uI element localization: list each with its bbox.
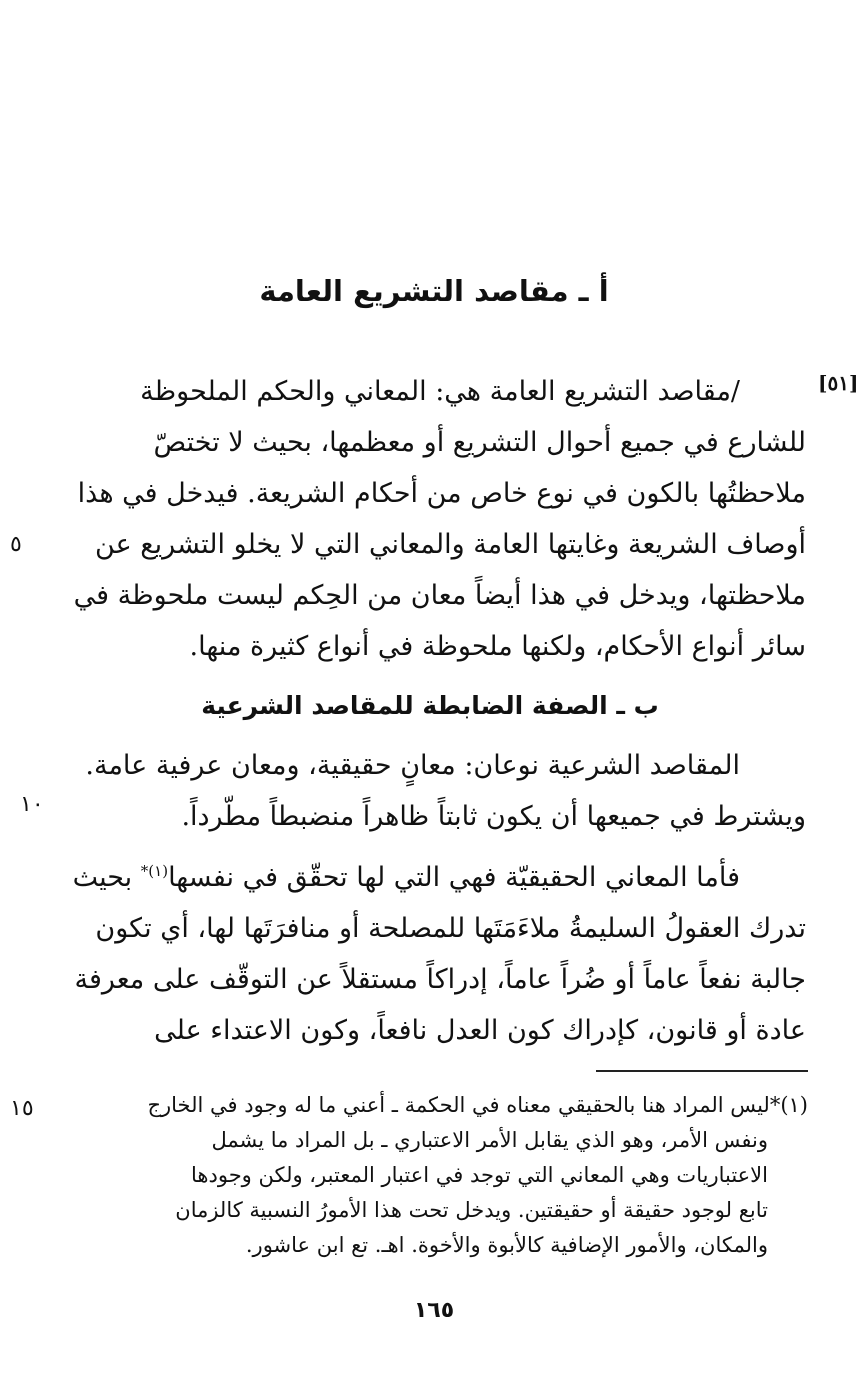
section-heading-a: أ ـ مقاصد التشريع العامة: [259, 274, 609, 308]
text-line: أوصاف الشريعة وغايتها العامة والمعاني التي لا يخلو التشريع عن: [95, 529, 806, 560]
footnote-line: ونفس الأمر، وهو الذي يقابل الأمر الاعتباري ـ بل المراد ما يشمل: [211, 1128, 768, 1152]
text-line: للشارع في جميع أحوال التشريع أو معظمها، بحيث لا تختصّ: [153, 427, 806, 458]
text-segment: بحيث: [72, 862, 141, 893]
paragraph-general-objectives: [58, 366, 806, 672]
footnote: [58, 1088, 808, 1263]
text-line: ويشترط في جميعها أن يكون ثابتاً ظاهراً منضبطاً مطّرداً.: [181, 801, 806, 832]
paragraph-objective-types: [58, 740, 806, 842]
text-line: تدرك العقولُ السليمةُ ملاءَمَتَها للمصلحة أو منافرَتَها لها، أي تكون: [95, 913, 806, 944]
page-number: ١٦٥: [413, 1298, 455, 1323]
text-line: جالبة نفعاً عاماً أو ضُراً عاماً، إدراكاً مستقلاً عن التوقّف على معرفة: [74, 964, 806, 995]
section-heading-b: ب ـ الصفة الضابطة للمقاصد الشرعية: [201, 691, 659, 720]
text-segment: فأما المعاني الحقيقيّة فهي التي لها تحقّق في نفسها: [168, 862, 740, 893]
footnote-separator: [596, 1070, 808, 1072]
line-number-15: ١٥: [10, 1096, 34, 1121]
line-number-5: ٥: [10, 532, 22, 557]
text-line: /مقاصد التشريع العامة هي: المعاني والحكم الملحوظة: [140, 376, 740, 407]
text-line: سائر أنواع الأحكام، ولكنها ملحوظة في أنواع كثيرة منها.: [189, 631, 806, 662]
paragraph-real-meanings: [58, 852, 806, 1056]
footnote-line: تابع لوجود حقيقة أو حقيقتين. ويدخل تحت هذا الأمورُ النسبية كالزمان: [175, 1198, 768, 1222]
text-line: ملاحظتها، ويدخل في هذا أيضاً معان من الحِكم ليست ملحوظة في: [73, 580, 806, 611]
text-line: ملاحظتُها بالكون في نوع خاص من أحكام الشريعة. فيدخل في هذا: [77, 478, 806, 509]
footnote-line: (١)*ليس المراد هنا بالحقيقي معناه في الحكمة ـ أعني ما له وجود في الخارج: [147, 1093, 808, 1117]
margin-page-reference: [٥١]: [818, 371, 859, 395]
text-line: المقاصد الشرعية نوعان: معانٍ حقيقية، ومعان عرفية عامة.: [85, 750, 740, 781]
footnote-line: الاعتباريات وهي المعاني التي توجد في اعتبار المعتبر، ولكن وجودها: [191, 1163, 768, 1187]
text-line: [58, 852, 806, 903]
footnote-reference: (١)*: [140, 862, 169, 880]
footnote-line: والمكان، والأمور الإضافية كالأبوة والأخوة. اهـ. تع ابن عاشور.: [245, 1233, 768, 1257]
line-number-10: ١٠: [20, 792, 44, 817]
text-line: عادة أو قانون، كإدراك كون العدل نافعاً، وكون الاعتداء على: [154, 1015, 806, 1046]
